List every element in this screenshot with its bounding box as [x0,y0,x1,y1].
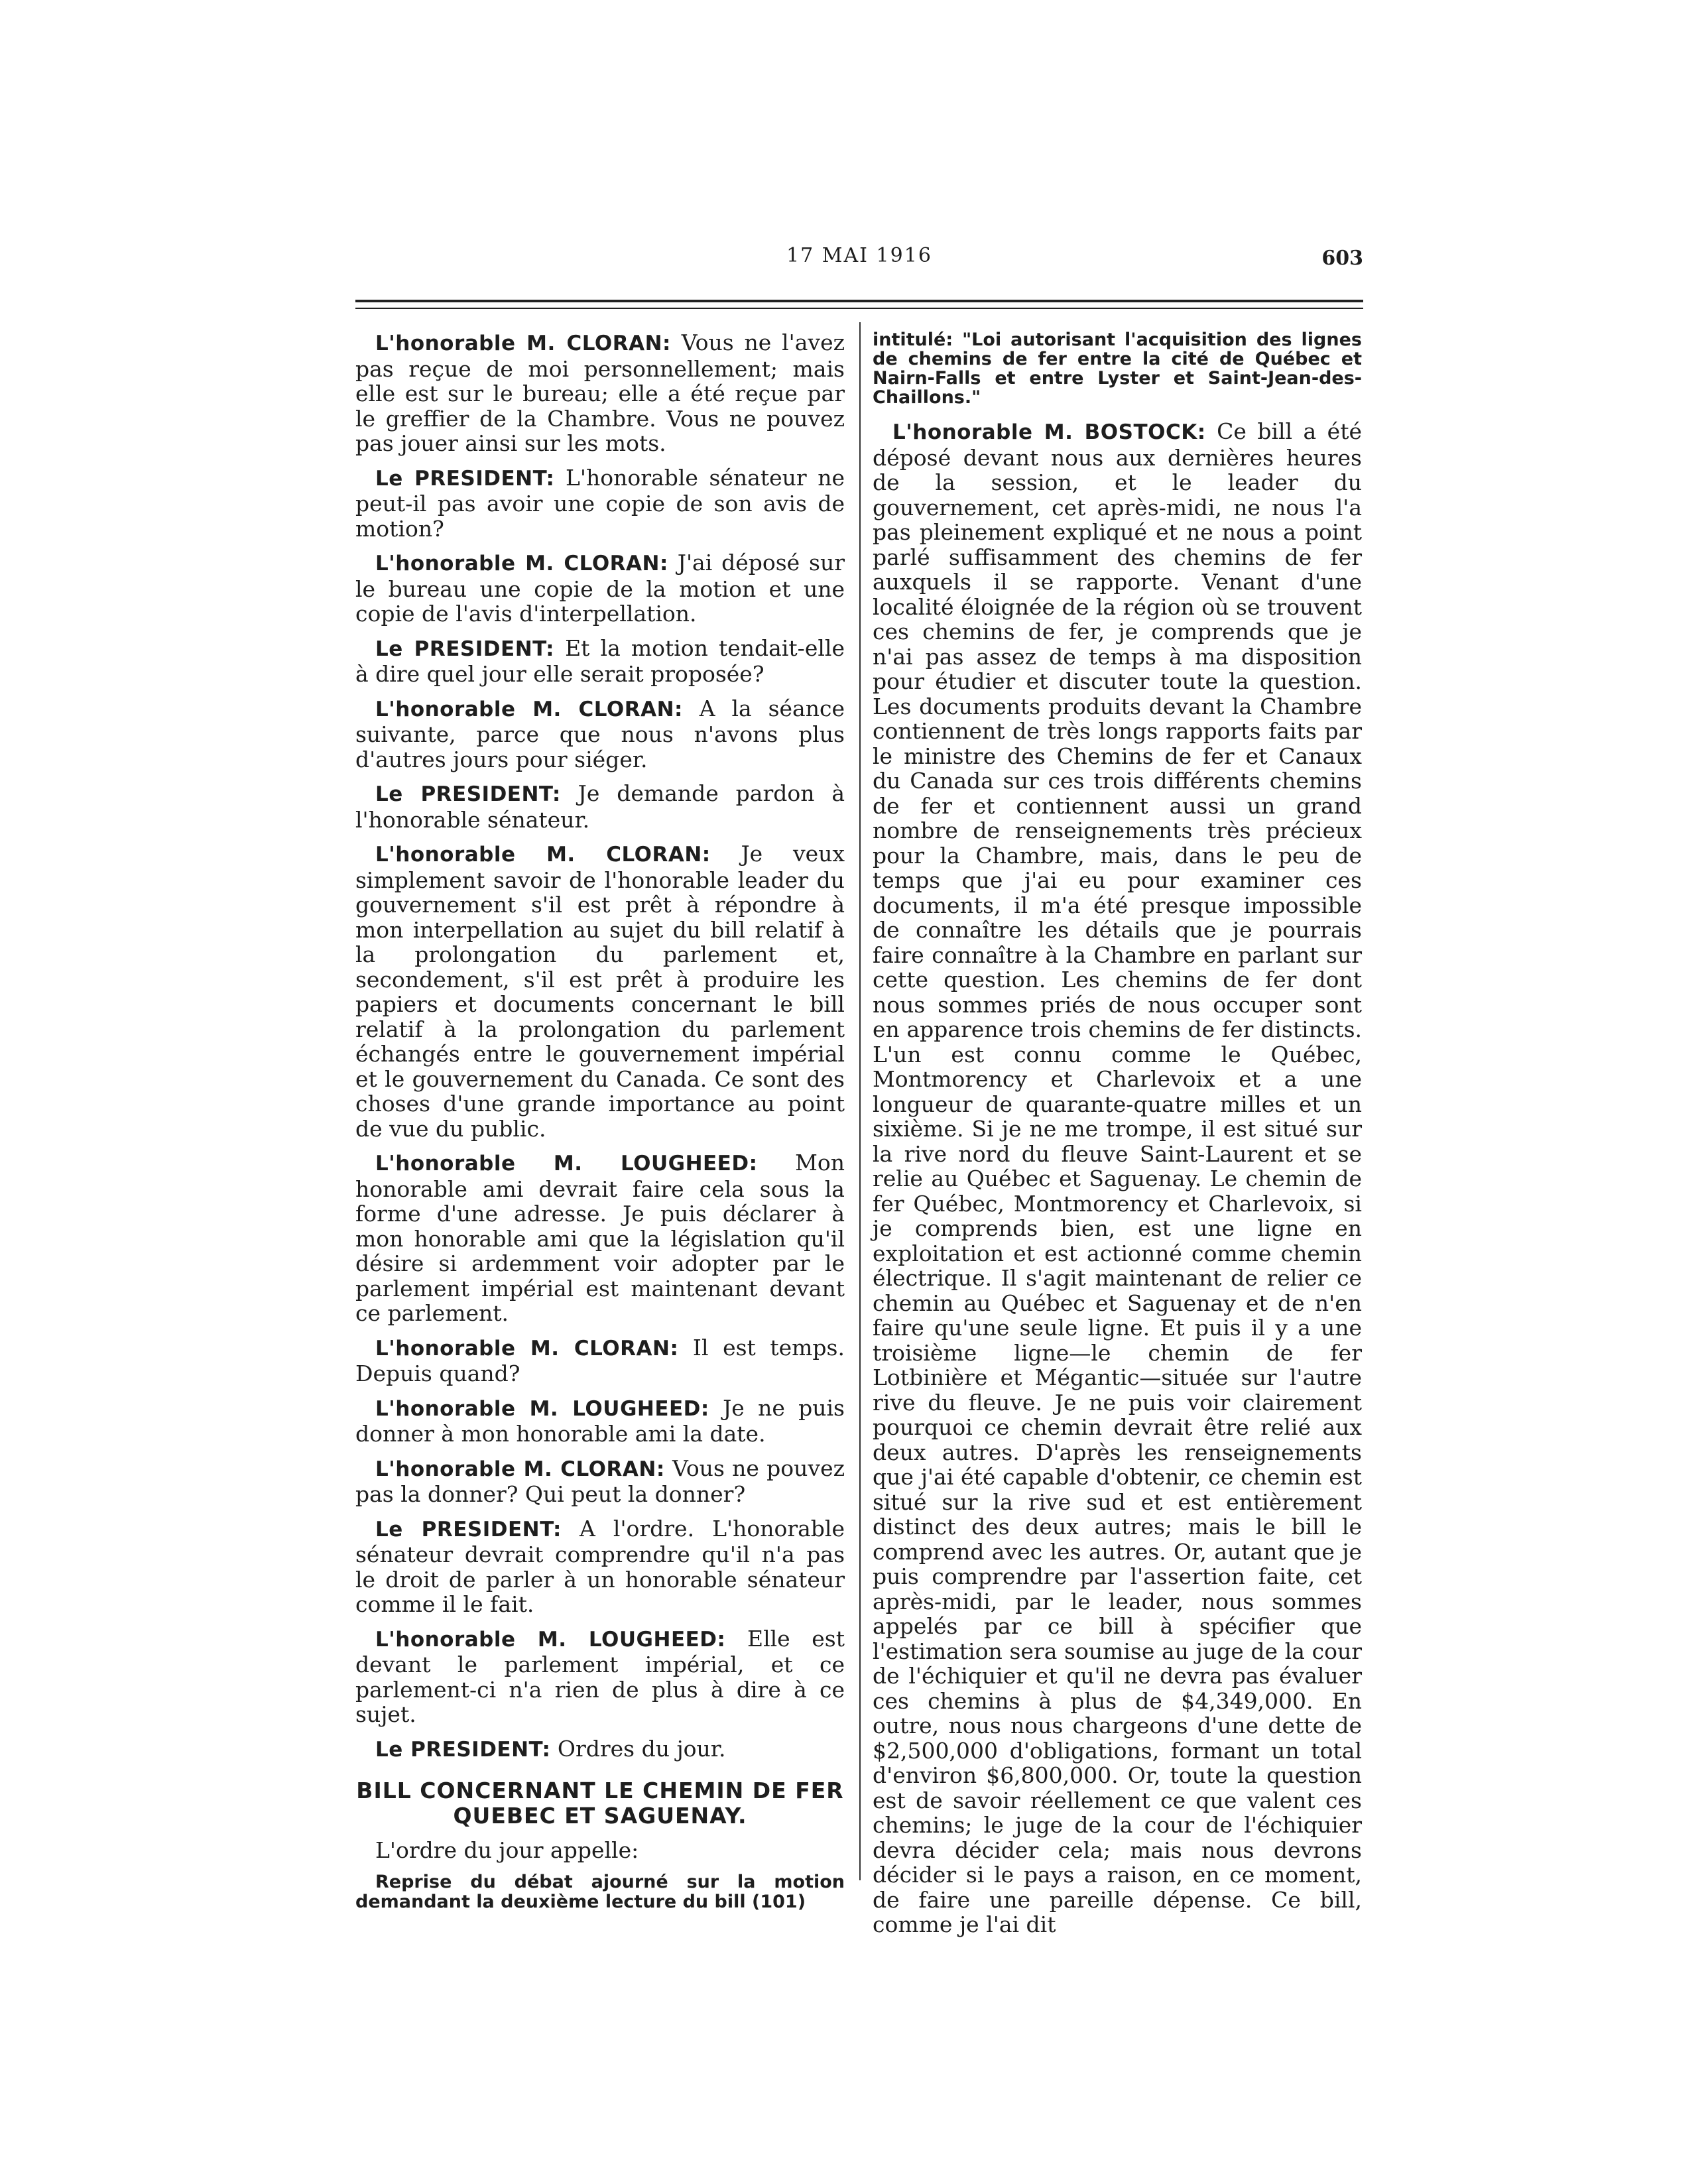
speaker-name: Le PRESIDENT: [375,466,555,491]
speech-paragraph [355,465,845,542]
speaker-name: L'honorable M. CLORAN: [375,697,683,721]
speaker-name: L'honorable M. LOUGHEED: [375,1627,726,1652]
speech-paragraph [873,419,1362,1937]
speech-paragraph [355,1335,845,1386]
speech-paragraph [355,1736,845,1763]
right-paragraphs [873,419,1362,1937]
speech-text: Mon honorable ami devrait faire cela sous la forme d'une adresse. Je puis déclarer à mon honorable ami que la législation qu'il désire si ardemment voir adopter par le parlement impérial est maintenant devant ce parlement. [355,1150,845,1326]
speaker-name: L'honorable M. CLORAN: [375,843,711,867]
speaker-name: Le PRESIDENT: [375,1517,562,1542]
left-column [355,330,845,1921]
bill-heading: BILL CONCERNANT LE CHEMIN DE FER QUEBEC ET SAGUENAY. [356,1778,844,1829]
speech-text: Il est temps. Depuis quand? [355,1334,845,1386]
header-rule [355,300,1363,302]
speaker-name: L'honorable M. LOUGHEED: [375,1396,709,1421]
speech-paragraph [355,1150,845,1326]
speech-text: Ce bill a été déposé devant nous aux dernières heures de la session, et le leader du gouvernement, cet après-midi, ne nous l'a pas pleinement expliqué et ne nous a point parlé suffisamment des chemins de fer auxquels il se rapporte. Venant d'une localité éloignée de la région où se trouvent ces chemins de fer, je comprends que je n'ai pas assez de temps à ma disposition pour étudier et discuter toute la question. Les documents produits devant la Chambre contiennent de très longs rapports faits par le ministre des Chemins de fer et Canaux du Canada sur ces trois différents chemins de fer et contiennent aussi un grand nombre de renseignements très précieux pour la Chambre, mais, dans le peu de temps que j'ai eu pour examiner ces documents, il m'a été presque impossible de connaître les détails que je pourrais faire connaître à la Chambre en parlant sur cette question. Les chemins de fer dont nous sommes priés de nous occuper sont en apparence trois chemins de fer distincts. L'un est connu comme le Québec, Montmorency et Charlevoix et a une longueur de quarante-quatre milles et un sixième. Si je ne me trompe, il est situé sur la rive nord du fleuve Saint-Laurent et se relie au Québec et Saguenay. Le chemin de fer Québec, Montmorency et Charlevoix, si je comprends bien, est une ligne en exploitation et est actionné comme chemin électrique. Il s'agit maintenant de relier ce chemin au Québec et Saguenay et de n'en faire qu'une seule ligne. Et puis il y a une troisième ligne—le chemin de fer Lotbinière et Mégantic—située sur l'autre rive du fleuve. Je ne puis voir clairement pourquoi ce chemin devrait être relié aux deux autres. D'après les renseignements que j'ai été capable d'obtenir, ce chemin est situé sur la rive sud et est entièrement distinct des deux autres; mais le bill le comprend avec les autres. Or, autant que je puis comprendre par l'assertion faite, cet après-midi, par le leader, nous sommes appelés par ce bill à spécifier que l'estimation sera soumise au juge de la cour de l'échiquier et qu'il ne devra pas évaluer ces chemins à plus de $4,349,000. En outre, nous nous chargeons d'une dette de $2,500,000 d'obligations, formant un total d'environ $6,800,000. Or, toute la question est de savoir réellement ce que valent ces chemins; le juge de la cour de l'échiquier devra décider cela; mais nous devrons décider si le pays a raison, en ce moment, de faire une pareille dépense. Ce bill, comme je l'ai dit [873,418,1362,1937]
speech-paragraph [355,636,845,687]
speech-text: Vous ne l'avez pas reçue de moi personnellement; mais elle est sur le bureau; elle a été reçue par le greffier de la Chambre. Vous ne pouvez pas jouer ainsi sur les mots. [355,330,845,456]
header-date: 17 MAI 1916 [786,244,932,267]
speech-paragraph [355,841,845,1141]
speech-text: Ordres du jour. [550,1735,726,1762]
speech-text: Je veux simplement savoir de l'honorable leader du gouvernement s'il est prêt à répondre à mon interpellation au sujet du bill relatif à la prolongation du parlement et, secondement, s'il est prêt à produire les papiers et documents concernant le bill relatif à la prolongation du parlement échangés entre le gouvernement impérial et le gouvernement du Canada. Ce sont des choses d'une grande importance au point de vue du public. [355,841,845,1142]
speech-text: Je ne puis donner à mon honorable ami la date. [355,1394,845,1447]
speech-paragraph [355,1516,845,1617]
speech-text: Et la motion tendait-elle à dire quel jour elle serait proposée? [355,635,845,687]
motion-text: Reprise du débat ajourné sur la motion demandant la deuxième lecture du bill (101) [355,1871,845,1912]
speaker-name: L'honorable M. CLORAN: [375,332,671,355]
speech-text: A l'ordre. L'honorable sénateur devrait comprendre qu'il n'a pas le droit de parler à un honorable sénateur comme il le fait. [355,1515,845,1617]
speaker-name: L'honorable M. CLORAN: [375,552,668,575]
speech-paragraph [355,1456,845,1507]
speech-text: L'honorable sénateur ne peut-il pas avoir une copie de son avis de motion? [355,464,845,542]
page-header [355,244,1363,284]
order-label: L'ordre du jour appelle: [375,1837,639,1863]
speaker-name: L'honorable M. BOSTOCK: [892,420,1206,444]
speaker-name: L'honorable M. CLORAN: [375,1336,679,1361]
header-rule-thin [355,308,1363,309]
speaker-name: Le PRESIDENT: [375,636,554,661]
speaker-name: L'honorable M. CLORAN: [375,1457,665,1481]
speech-text: J'ai déposé sur le bureau une copie de la motion et une copie de l'avis d'interpellation. [355,550,845,627]
speaker-name: L'honorable M. LOUGHEED: [375,1152,758,1176]
bill-title-continuation: intitulé: "Loi autorisant l'acquisition des lignes de chemins de fer entre la cité de Québec et Nairn-Falls et entre Lyster et Saint-Jean-des-Chaillons." [873,330,1362,408]
speech-paragraph [355,550,845,627]
page-number: 603 [1321,247,1363,270]
speech-text: Vous ne pouvez pas la donner? Qui peut la donner? [355,1455,845,1507]
right-column [873,330,1362,1947]
speech-text: Elle est devant le parlement impérial, et ce parlement-ci n'a rien de plus à dire à ce sujet. [355,1625,845,1727]
column-divider [859,322,861,1880]
speech-text: A la séance suivante, parce que nous n'avons plus d'autres jours pour siéger. [355,695,845,772]
left-paragraphs [355,330,845,1762]
speech-paragraph [355,1626,845,1727]
speech-paragraph [355,1396,845,1447]
speech-paragraph [355,781,845,832]
speech-paragraph [355,696,845,772]
speech-text: Je demande pardon à l'honorable sénateur. [355,780,845,833]
speaker-name: Le PRESIDENT: [375,1737,551,1762]
speech-paragraph [355,330,845,456]
speaker-name: Le PRESIDENT: [375,782,561,806]
